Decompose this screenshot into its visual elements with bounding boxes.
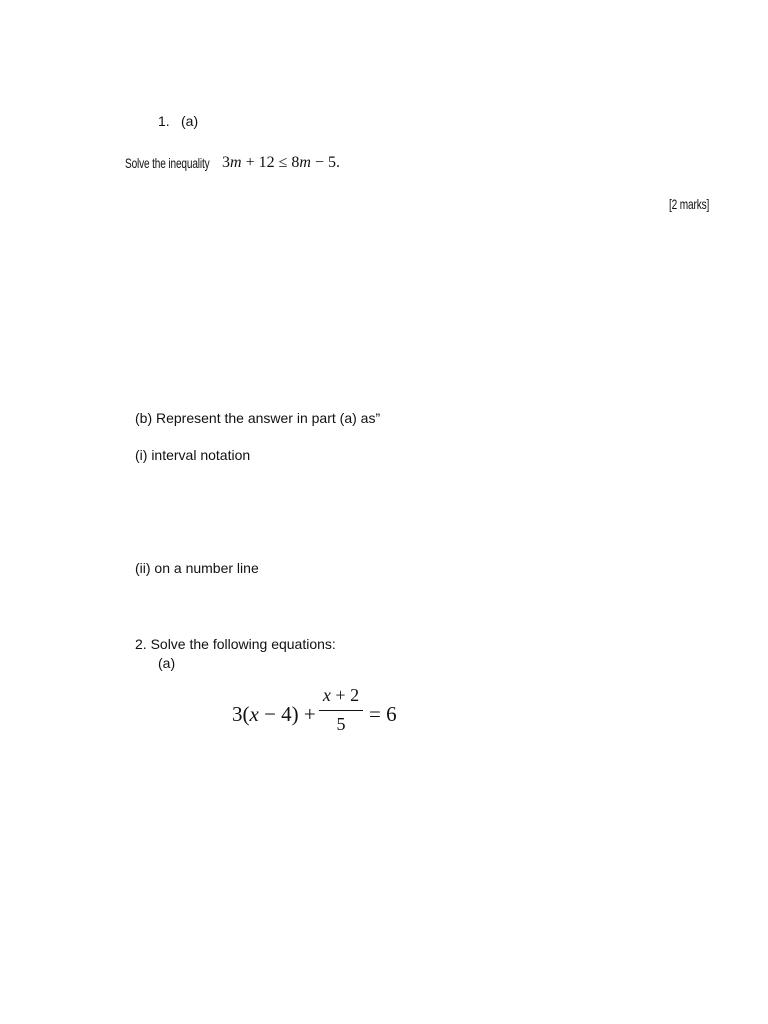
ineq-end: . <box>335 154 340 171</box>
ineq-var-1: m <box>230 154 242 171</box>
q2-equation <box>232 683 412 739</box>
q2-part-a-label: (a) <box>158 655 176 671</box>
ineq-op-2: − 5 <box>314 154 336 171</box>
eq-denominator: 5 <box>336 714 346 734</box>
ineq-op-1: + 12 ≤ 8 <box>245 154 300 171</box>
eq-left-rest: − 4) + <box>258 702 316 726</box>
ineq-coef: 3 <box>222 154 230 171</box>
q1-part-b-i: (i) interval notation <box>135 447 251 463</box>
eq-left-var: x <box>249 702 259 726</box>
eq-left-coef: 3( <box>232 702 250 726</box>
eq-rhs: = 6 <box>369 702 397 726</box>
q1-part-b-ii: (ii) on a number line <box>135 560 259 576</box>
eq-left <box>232 702 316 727</box>
q2-heading: 2. Solve the following equations: <box>135 636 336 652</box>
eq-fraction-bar <box>319 710 363 711</box>
eq-numerator <box>318 685 364 706</box>
ineq-var-2: m <box>299 154 311 171</box>
q1-instruction: Solve the inequality <box>125 155 210 171</box>
q1-part-b: (b) Represent the answer in part (a) as” <box>135 410 381 426</box>
q1-marks: [2 marks] <box>669 196 710 212</box>
q1-part-a-label: (a) <box>181 113 199 129</box>
q1-inequality <box>222 154 340 172</box>
eq-num-rest: + 2 <box>330 685 360 705</box>
eq-num-var: x <box>322 685 331 705</box>
q1-number: 1. <box>158 113 170 129</box>
